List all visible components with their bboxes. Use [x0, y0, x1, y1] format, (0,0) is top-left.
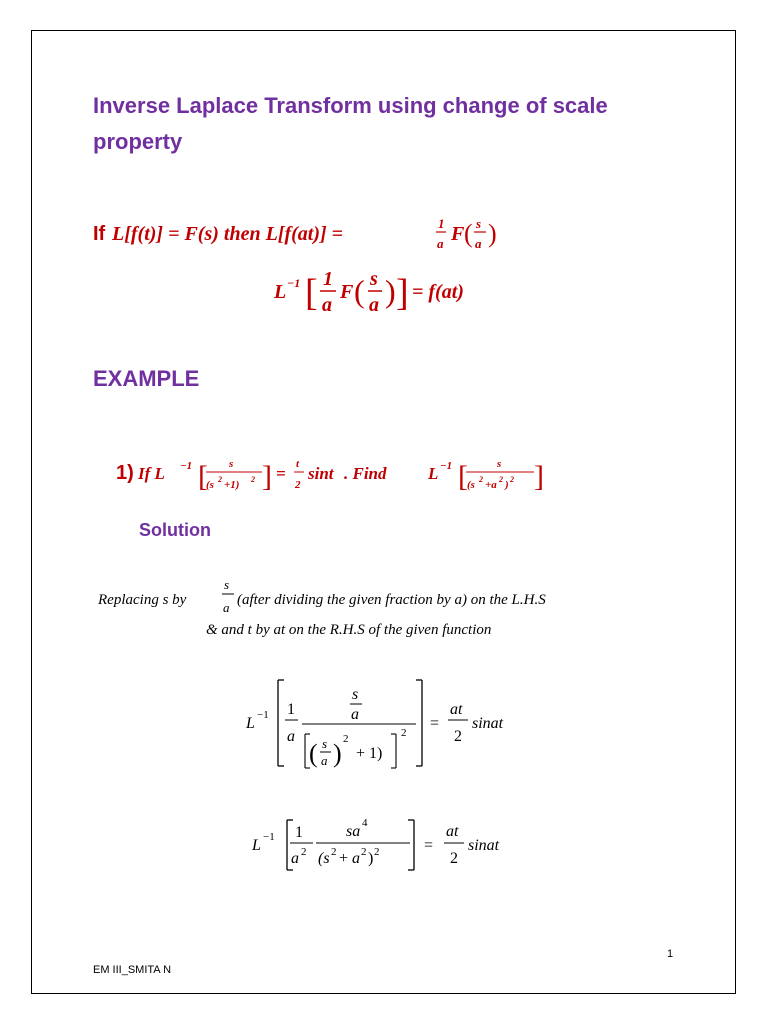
svg-text:If L: If L	[138, 464, 165, 483]
svg-text:L: L	[246, 715, 255, 732]
solution-step-1	[245, 680, 504, 768]
svg-text:1): 1)	[116, 462, 134, 484]
svg-text:[: [	[198, 460, 208, 493]
svg-text:−1: −1	[263, 831, 275, 843]
svg-text:(after dividing the given frac: (after dividing the given fraction by a) on the L.H.S	[237, 592, 546, 608]
frac-num: 1	[438, 216, 445, 231]
svg-text:]: ]	[534, 460, 544, 493]
svg-text:1: 1	[295, 824, 303, 841]
property-statement-text: L[f(t)] = F(s) then L[f(at)] =	[112, 223, 344, 245]
svg-text:a: a	[475, 236, 482, 251]
svg-text:at: at	[450, 701, 463, 718]
svg-text:2: 2	[218, 475, 222, 484]
svg-text:=: =	[424, 837, 434, 854]
svg-text:[: [	[305, 272, 318, 314]
solution-heading: Solution	[139, 520, 211, 540]
svg-text:a: a	[351, 706, 359, 723]
svg-text:sinat: sinat	[472, 715, 504, 732]
page-number: 1	[667, 948, 674, 960]
svg-text:a: a	[291, 850, 299, 867]
svg-text:): )	[488, 219, 497, 248]
svg-text:): )	[505, 479, 509, 491]
svg-text:F: F	[451, 223, 465, 245]
frac-den: a	[437, 236, 444, 251]
svg-text:& and t by at on the R.H.S of: & and t by at on the R.H.S of the given function	[206, 622, 492, 638]
svg-text:=: =	[430, 715, 440, 732]
svg-text:s: s	[497, 458, 502, 470]
svg-text:2: 2	[479, 475, 483, 484]
svg-text:L: L	[274, 281, 287, 303]
svg-text:s: s	[370, 268, 378, 290]
svg-text:[: [	[458, 460, 468, 493]
svg-text:): )	[385, 273, 396, 309]
svg-text:L: L	[428, 464, 439, 483]
svg-text:+: +	[339, 850, 349, 867]
svg-text:s: s	[229, 458, 234, 470]
svg-text:2: 2	[295, 479, 301, 491]
svg-text:s: s	[322, 736, 328, 751]
svg-text:): )	[368, 850, 374, 867]
footer-author: EM III_SMITA N	[93, 964, 172, 976]
svg-text:−1: −1	[287, 276, 301, 290]
svg-text:2: 2	[331, 846, 337, 858]
svg-text:s: s	[224, 577, 230, 592]
page-title: Inverse Laplace Transform using change of scale property	[93, 93, 608, 154]
svg-text:+1): +1)	[224, 479, 240, 491]
svg-text:2: 2	[374, 846, 380, 858]
svg-text:2: 2	[510, 475, 514, 484]
svg-text:2: 2	[401, 727, 407, 739]
svg-text:sint: sint	[308, 464, 334, 483]
svg-text:(: (	[354, 273, 365, 309]
svg-text:2: 2	[301, 846, 307, 858]
svg-text:(s: (s	[467, 479, 475, 491]
svg-text:a: a	[322, 294, 332, 316]
svg-text:4: 4	[362, 817, 368, 829]
svg-text:(s: (s	[206, 479, 214, 491]
svg-text:−1: −1	[440, 460, 453, 472]
solution-explanation	[97, 577, 546, 638]
svg-text:1: 1	[323, 268, 333, 290]
svg-text:t: t	[296, 458, 300, 470]
svg-text:]: ]	[262, 460, 272, 493]
svg-text:−1: −1	[257, 709, 269, 721]
svg-text:a: a	[352, 850, 360, 867]
svg-text:]: ]	[396, 272, 409, 314]
svg-text:2: 2	[361, 846, 367, 858]
svg-text:a: a	[287, 728, 295, 745]
property-inverse	[273, 268, 464, 316]
svg-text:F: F	[340, 281, 354, 303]
svg-text:(: (	[309, 739, 318, 768]
svg-text:s: s	[352, 686, 359, 703]
svg-text:): )	[333, 739, 342, 768]
svg-text:Replacing s by: Replacing s by	[98, 592, 187, 608]
svg-text:a: a	[223, 600, 230, 615]
svg-text:a: a	[321, 753, 328, 768]
svg-text:−1: −1	[180, 460, 193, 472]
svg-text:=: =	[276, 464, 286, 483]
svg-text:2: 2	[499, 475, 503, 484]
svg-text:+ 1): + 1)	[356, 745, 383, 762]
svg-text:a: a	[369, 294, 379, 316]
svg-text:2: 2	[454, 728, 462, 745]
inverse-rhs: = f(at)	[412, 281, 464, 303]
svg-text:sinat: sinat	[468, 837, 500, 854]
example-1	[116, 458, 544, 493]
svg-text:s: s	[476, 216, 482, 231]
solution-step-2	[251, 817, 500, 870]
svg-text:(: (	[464, 219, 473, 248]
svg-text:2: 2	[343, 733, 349, 745]
if-word: If	[93, 223, 106, 245]
svg-text:+a: +a	[485, 479, 497, 491]
svg-text:sa: sa	[346, 823, 361, 840]
svg-text:2: 2	[251, 475, 255, 484]
svg-text:at: at	[446, 823, 459, 840]
example-heading: EXAMPLE	[93, 366, 200, 391]
svg-text:(s: (s	[318, 850, 330, 867]
svg-text:L: L	[252, 837, 261, 854]
svg-text:1: 1	[287, 701, 295, 718]
svg-text:. Find: . Find	[344, 464, 387, 483]
property-statement	[93, 216, 497, 251]
svg-text:2: 2	[450, 850, 458, 867]
